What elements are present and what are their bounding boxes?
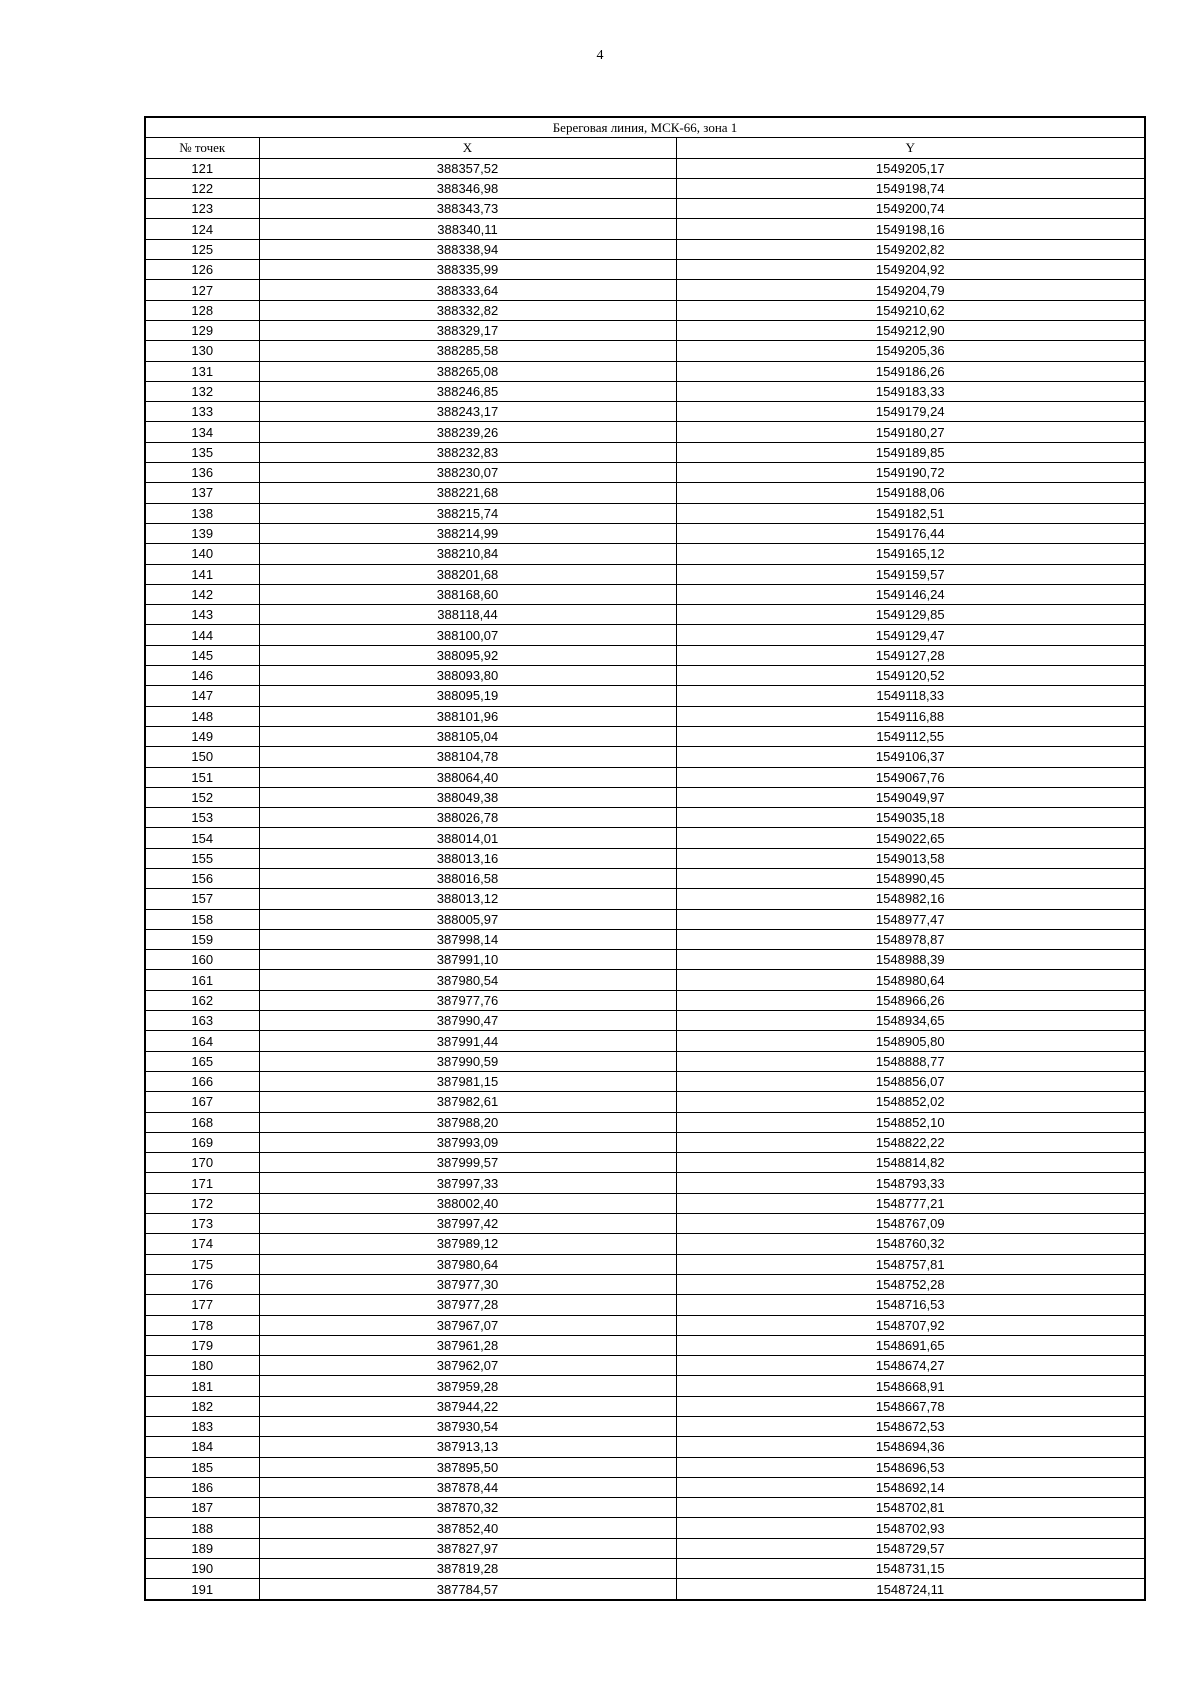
point-number-cell: 142: [145, 584, 259, 604]
y-cell: 1549129,47: [676, 625, 1145, 645]
y-cell: 1549165,12: [676, 544, 1145, 564]
y-cell: 1548982,16: [676, 889, 1145, 909]
point-number-cell: 134: [145, 422, 259, 442]
table-row: [145, 828, 1145, 848]
x-cell: 388026,78: [259, 808, 676, 828]
y-cell: 1548988,39: [676, 950, 1145, 970]
y-cell: 1549189,85: [676, 442, 1145, 462]
x-cell: 388201,68: [259, 564, 676, 584]
x-cell: 388105,04: [259, 726, 676, 746]
x-cell: 388049,38: [259, 787, 676, 807]
point-number-cell: 130: [145, 341, 259, 361]
table-title: Береговая линия, МСК-66, зона 1: [145, 117, 1145, 138]
point-number-cell: 187: [145, 1498, 259, 1518]
y-cell: 1549049,97: [676, 787, 1145, 807]
x-cell: 388230,07: [259, 463, 676, 483]
point-number-cell: 173: [145, 1214, 259, 1234]
point-number-cell: 189: [145, 1538, 259, 1558]
y-cell: 1548672,53: [676, 1417, 1145, 1437]
x-cell: 387977,76: [259, 990, 676, 1010]
x-cell: 387990,47: [259, 1011, 676, 1031]
point-number-cell: 135: [145, 442, 259, 462]
table-row: [145, 341, 1145, 361]
table-row: [145, 1295, 1145, 1315]
y-cell: 1548707,92: [676, 1315, 1145, 1335]
x-cell: 387981,15: [259, 1071, 676, 1091]
y-cell: 1549120,52: [676, 666, 1145, 686]
x-cell: 387967,07: [259, 1315, 676, 1335]
y-cell: 1549035,18: [676, 808, 1145, 828]
y-cell: 1549116,88: [676, 706, 1145, 726]
table-row: [145, 1112, 1145, 1132]
point-number-cell: 132: [145, 381, 259, 401]
y-cell: 1549182,51: [676, 503, 1145, 523]
x-cell: 388104,78: [259, 747, 676, 767]
table-row: [145, 929, 1145, 949]
table-row: [145, 1579, 1145, 1600]
point-number-cell: 164: [145, 1031, 259, 1051]
y-cell: 1549190,72: [676, 463, 1145, 483]
table-row: [145, 483, 1145, 503]
x-cell: 387997,33: [259, 1173, 676, 1193]
y-cell: 1549200,74: [676, 199, 1145, 219]
x-cell: 388016,58: [259, 868, 676, 888]
point-number-cell: 184: [145, 1437, 259, 1457]
x-cell: 388118,44: [259, 605, 676, 625]
point-number-cell: 148: [145, 706, 259, 726]
table-row: [145, 1559, 1145, 1579]
table-row: [145, 1457, 1145, 1477]
table-row: [145, 990, 1145, 1010]
table-row: [145, 1234, 1145, 1254]
table-row: [145, 402, 1145, 422]
y-cell: 1549198,74: [676, 178, 1145, 198]
y-cell: 1548852,10: [676, 1112, 1145, 1132]
table-row: [145, 1477, 1145, 1497]
point-number-cell: 170: [145, 1153, 259, 1173]
x-cell: 387870,32: [259, 1498, 676, 1518]
y-cell: 1549146,24: [676, 584, 1145, 604]
point-number-cell: 131: [145, 361, 259, 381]
point-number-cell: 182: [145, 1396, 259, 1416]
point-number-cell: 175: [145, 1254, 259, 1274]
point-number-cell: 141: [145, 564, 259, 584]
point-number-cell: 185: [145, 1457, 259, 1477]
x-cell: 387991,10: [259, 950, 676, 970]
x-cell: 388329,17: [259, 320, 676, 340]
x-cell: 387961,28: [259, 1335, 676, 1355]
header-x: X: [259, 138, 676, 158]
y-cell: 1549013,58: [676, 848, 1145, 868]
table-row: [145, 523, 1145, 543]
table-body: [145, 158, 1145, 1600]
point-number-cell: 178: [145, 1315, 259, 1335]
table-row: [145, 584, 1145, 604]
y-cell: 1548980,64: [676, 970, 1145, 990]
table-row: [145, 422, 1145, 442]
x-cell: 387930,54: [259, 1417, 676, 1437]
x-cell: 388095,92: [259, 645, 676, 665]
table-row: [145, 1274, 1145, 1294]
table-row: [145, 605, 1145, 625]
table-row: [145, 1132, 1145, 1152]
point-number-cell: 129: [145, 320, 259, 340]
y-cell: 1548752,28: [676, 1274, 1145, 1294]
y-cell: 1548777,21: [676, 1193, 1145, 1213]
point-number-cell: 163: [145, 1011, 259, 1031]
y-cell: 1548691,65: [676, 1335, 1145, 1355]
point-number-cell: 191: [145, 1579, 259, 1600]
x-cell: 388168,60: [259, 584, 676, 604]
x-cell: 387959,28: [259, 1376, 676, 1396]
table-row: [145, 1518, 1145, 1538]
y-cell: 1548692,14: [676, 1477, 1145, 1497]
point-number-cell: 138: [145, 503, 259, 523]
x-cell: 388285,58: [259, 341, 676, 361]
point-number-cell: 128: [145, 300, 259, 320]
y-cell: 1548674,27: [676, 1356, 1145, 1376]
y-cell: 1549118,33: [676, 686, 1145, 706]
table-row: [145, 1437, 1145, 1457]
point-number-cell: 177: [145, 1295, 259, 1315]
point-number-cell: 174: [145, 1234, 259, 1254]
x-cell: 387999,57: [259, 1153, 676, 1173]
x-cell: 388346,98: [259, 178, 676, 198]
x-cell: 387980,64: [259, 1254, 676, 1274]
y-cell: 1549183,33: [676, 381, 1145, 401]
x-cell: 387784,57: [259, 1579, 676, 1600]
table-row: [145, 1092, 1145, 1112]
point-number-cell: 137: [145, 483, 259, 503]
y-cell: 1548731,15: [676, 1559, 1145, 1579]
x-cell: 387993,09: [259, 1132, 676, 1152]
x-cell: 388095,19: [259, 686, 676, 706]
header-point-number: № точек: [145, 138, 259, 158]
point-number-cell: 172: [145, 1193, 259, 1213]
point-number-cell: 122: [145, 178, 259, 198]
table-row: [145, 1498, 1145, 1518]
table-row: [145, 1173, 1145, 1193]
x-cell: 387980,54: [259, 970, 676, 990]
x-cell: 387962,07: [259, 1356, 676, 1376]
x-cell: 387944,22: [259, 1396, 676, 1416]
y-cell: 1548977,47: [676, 909, 1145, 929]
x-cell: 387977,30: [259, 1274, 676, 1294]
x-cell: 387989,12: [259, 1234, 676, 1254]
table-row: [145, 1031, 1145, 1051]
y-cell: 1549067,76: [676, 767, 1145, 787]
y-cell: 1549179,24: [676, 402, 1145, 422]
x-cell: 388357,52: [259, 158, 676, 178]
x-cell: 388265,08: [259, 361, 676, 381]
x-cell: 387852,40: [259, 1518, 676, 1538]
point-number-cell: 171: [145, 1173, 259, 1193]
y-cell: 1548767,09: [676, 1214, 1145, 1234]
point-number-cell: 160: [145, 950, 259, 970]
y-cell: 1548760,32: [676, 1234, 1145, 1254]
y-cell: 1548757,81: [676, 1254, 1145, 1274]
point-number-cell: 139: [145, 523, 259, 543]
point-number-cell: 165: [145, 1051, 259, 1071]
point-number-cell: 186: [145, 1477, 259, 1497]
point-number-cell: 179: [145, 1335, 259, 1355]
x-cell: 388014,01: [259, 828, 676, 848]
y-cell: 1549204,79: [676, 280, 1145, 300]
y-cell: 1548934,65: [676, 1011, 1145, 1031]
table-row: [145, 564, 1145, 584]
y-cell: 1548966,26: [676, 990, 1145, 1010]
table-row: [145, 178, 1145, 198]
table-row: [145, 381, 1145, 401]
point-number-cell: 152: [145, 787, 259, 807]
x-cell: 388100,07: [259, 625, 676, 645]
table-row: [145, 1538, 1145, 1558]
x-cell: 387827,97: [259, 1538, 676, 1558]
table-row: [145, 1011, 1145, 1031]
x-cell: 388013,12: [259, 889, 676, 909]
table-row: [145, 219, 1145, 239]
table-row: [145, 199, 1145, 219]
point-number-cell: 159: [145, 929, 259, 949]
y-cell: 1548888,77: [676, 1051, 1145, 1071]
y-cell: 1548856,07: [676, 1071, 1145, 1091]
x-cell: 387998,14: [259, 929, 676, 949]
point-number-cell: 162: [145, 990, 259, 1010]
table-row: [145, 1417, 1145, 1437]
header-y: Y: [676, 138, 1145, 158]
point-number-cell: 153: [145, 808, 259, 828]
table-row: [145, 889, 1145, 909]
table-row: [145, 1335, 1145, 1355]
table-row: [145, 787, 1145, 807]
table-row: [145, 686, 1145, 706]
x-cell: 388101,96: [259, 706, 676, 726]
table-row: [145, 1214, 1145, 1234]
point-number-cell: 123: [145, 199, 259, 219]
x-cell: 388210,84: [259, 544, 676, 564]
y-cell: 1548724,11: [676, 1579, 1145, 1600]
point-number-cell: 144: [145, 625, 259, 645]
x-cell: 388343,73: [259, 199, 676, 219]
table-row: [145, 300, 1145, 320]
table-row: [145, 1051, 1145, 1071]
table-row: [145, 239, 1145, 259]
table-row: [145, 666, 1145, 686]
y-cell: 1548852,02: [676, 1092, 1145, 1112]
table-row: [145, 747, 1145, 767]
table-row: [145, 848, 1145, 868]
table-row: [145, 503, 1145, 523]
point-number-cell: 154: [145, 828, 259, 848]
x-cell: 388338,94: [259, 239, 676, 259]
x-cell: 388332,82: [259, 300, 676, 320]
y-cell: 1549198,16: [676, 219, 1145, 239]
table-row: [145, 706, 1145, 726]
y-cell: 1549202,82: [676, 239, 1145, 259]
point-number-cell: 136: [145, 463, 259, 483]
table-row: [145, 1153, 1145, 1173]
point-number-cell: 188: [145, 1518, 259, 1538]
y-cell: 1548978,87: [676, 929, 1145, 949]
y-cell: 1549022,65: [676, 828, 1145, 848]
table-row: [145, 950, 1145, 970]
y-cell: 1548667,78: [676, 1396, 1145, 1416]
x-cell: 387895,50: [259, 1457, 676, 1477]
table-row: [145, 808, 1145, 828]
table-row: [145, 1356, 1145, 1376]
x-cell: 387997,42: [259, 1214, 676, 1234]
y-cell: 1549112,55: [676, 726, 1145, 746]
table-row: [145, 158, 1145, 178]
point-number-cell: 157: [145, 889, 259, 909]
point-number-cell: 143: [145, 605, 259, 625]
point-number-cell: 169: [145, 1132, 259, 1152]
point-number-cell: 126: [145, 260, 259, 280]
point-number-cell: 149: [145, 726, 259, 746]
y-cell: 1548668,91: [676, 1376, 1145, 1396]
y-cell: 1548702,93: [676, 1518, 1145, 1538]
y-cell: 1548716,53: [676, 1295, 1145, 1315]
x-cell: 388340,11: [259, 219, 676, 239]
point-number-cell: 156: [145, 868, 259, 888]
table-row: [145, 1376, 1145, 1396]
point-number-cell: 146: [145, 666, 259, 686]
y-cell: 1548822,22: [676, 1132, 1145, 1152]
y-cell: 1549106,37: [676, 747, 1145, 767]
x-cell: 387982,61: [259, 1092, 676, 1112]
point-number-cell: 167: [145, 1092, 259, 1112]
y-cell: 1549204,92: [676, 260, 1145, 280]
table-row: [145, 463, 1145, 483]
y-cell: 1549129,85: [676, 605, 1145, 625]
table-header-row: [145, 138, 1145, 158]
x-cell: 388335,99: [259, 260, 676, 280]
y-cell: 1548702,81: [676, 1498, 1145, 1518]
point-number-cell: 150: [145, 747, 259, 767]
table-row: [145, 645, 1145, 665]
y-cell: 1549186,26: [676, 361, 1145, 381]
x-cell: 388333,64: [259, 280, 676, 300]
y-cell: 1549176,44: [676, 523, 1145, 543]
x-cell: 388239,26: [259, 422, 676, 442]
table-row: [145, 442, 1145, 462]
x-cell: 387819,28: [259, 1559, 676, 1579]
table-row: [145, 726, 1145, 746]
point-number-cell: 166: [145, 1071, 259, 1091]
table-row: [145, 1254, 1145, 1274]
x-cell: 387878,44: [259, 1477, 676, 1497]
point-number-cell: 168: [145, 1112, 259, 1132]
x-cell: 388232,83: [259, 442, 676, 462]
table-row: [145, 909, 1145, 929]
table-row: [145, 361, 1145, 381]
page-number: 4: [596, 48, 604, 63]
point-number-cell: 158: [145, 909, 259, 929]
y-cell: 1548814,82: [676, 1153, 1145, 1173]
y-cell: 1548694,36: [676, 1437, 1145, 1457]
point-number-cell: 145: [145, 645, 259, 665]
x-cell: 388002,40: [259, 1193, 676, 1213]
y-cell: 1549159,57: [676, 564, 1145, 584]
table-row: [145, 970, 1145, 990]
x-cell: 387988,20: [259, 1112, 676, 1132]
y-cell: 1549210,62: [676, 300, 1145, 320]
x-cell: 387977,28: [259, 1295, 676, 1315]
x-cell: 387913,13: [259, 1437, 676, 1457]
y-cell: 1549180,27: [676, 422, 1145, 442]
table-row: [145, 625, 1145, 645]
table-row: [145, 1071, 1145, 1091]
point-number-cell: 190: [145, 1559, 259, 1579]
x-cell: 387991,44: [259, 1031, 676, 1051]
table-row: [145, 260, 1145, 280]
coordinates-table: [144, 116, 1146, 1601]
point-number-cell: 181: [145, 1376, 259, 1396]
table-title-row: [145, 117, 1145, 138]
y-cell: 1548729,57: [676, 1538, 1145, 1558]
point-number-cell: 121: [145, 158, 259, 178]
x-cell: 388215,74: [259, 503, 676, 523]
x-cell: 388221,68: [259, 483, 676, 503]
x-cell: 388214,99: [259, 523, 676, 543]
y-cell: 1548990,45: [676, 868, 1145, 888]
point-number-cell: 124: [145, 219, 259, 239]
table-row: [145, 280, 1145, 300]
point-number-cell: 176: [145, 1274, 259, 1294]
point-number-cell: 140: [145, 544, 259, 564]
point-number-cell: 127: [145, 280, 259, 300]
y-cell: 1549205,17: [676, 158, 1145, 178]
y-cell: 1548696,53: [676, 1457, 1145, 1477]
table-row: [145, 1396, 1145, 1416]
x-cell: 388005,97: [259, 909, 676, 929]
y-cell: 1548793,33: [676, 1173, 1145, 1193]
table-row: [145, 767, 1145, 787]
point-number-cell: 151: [145, 767, 259, 787]
x-cell: 388013,16: [259, 848, 676, 868]
point-number-cell: 155: [145, 848, 259, 868]
point-number-cell: 180: [145, 1356, 259, 1376]
table-row: [145, 868, 1145, 888]
y-cell: 1549212,90: [676, 320, 1145, 340]
table-row: [145, 1193, 1145, 1213]
x-cell: 388093,80: [259, 666, 676, 686]
y-cell: 1549188,06: [676, 483, 1145, 503]
x-cell: 387990,59: [259, 1051, 676, 1071]
table-row: [145, 1315, 1145, 1335]
point-number-cell: 125: [145, 239, 259, 259]
x-cell: 388246,85: [259, 381, 676, 401]
y-cell: 1549205,36: [676, 341, 1145, 361]
point-number-cell: 161: [145, 970, 259, 990]
x-cell: 388064,40: [259, 767, 676, 787]
y-cell: 1549127,28: [676, 645, 1145, 665]
point-number-cell: 147: [145, 686, 259, 706]
table-row: [145, 320, 1145, 340]
point-number-cell: 133: [145, 402, 259, 422]
point-number-cell: 183: [145, 1417, 259, 1437]
table-row: [145, 544, 1145, 564]
x-cell: 388243,17: [259, 402, 676, 422]
y-cell: 1548905,80: [676, 1031, 1145, 1051]
